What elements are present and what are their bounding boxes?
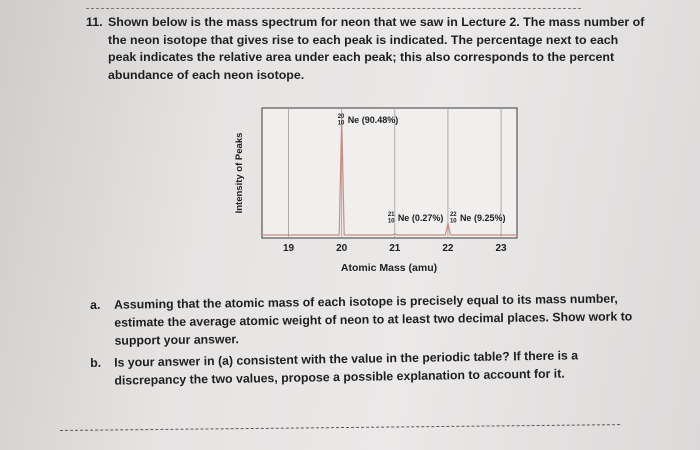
atomic-number: 10 [449,218,457,225]
part-a-letter: a. [90,297,101,312]
question-number: 11. [86,15,103,29]
part-b-letter: b. [90,355,102,370]
isotope-label: Ne (90.48%) [347,115,399,125]
x-tick-label: 22 [442,243,454,254]
atomic-number: 10 [337,120,345,127]
x-tick-label: 19 [283,243,295,254]
part-b [90,345,650,390]
bottom-dashed-rule [60,424,620,431]
isotope-label: Ne (0.27%) [397,213,444,223]
part-a [90,289,651,350]
x-tick-label: 21 [389,243,401,254]
x-axis-label: Atomic Mass (amu) [340,262,438,274]
question-11 [86,14,646,84]
y-axis-label: Intensity of Peaks [234,132,245,214]
atomic-number: 10 [387,218,395,225]
mass-number: 22 [449,212,457,218]
part-a-text: Assuming that the atomic mass of each isotope is precisely equal to its mass number, estimate the average atomic weight of neon to at least two decimal places. Show work to support your answer. [114,291,633,348]
peak-label-ne-20 [338,114,399,127]
part-b-text: Is your answer in (a) consistent with the value in the periodic table? If there is a discrepancy the two values, propose a possible explanation to account for it. [114,348,579,388]
x-tick-label: 20 [336,243,348,254]
x-tick-labels [283,243,507,254]
x-tick-label: 23 [495,243,507,254]
isotope-label: Ne (9.25%) [459,213,506,223]
mass-number: 20 [337,114,345,120]
top-dashed-rule [86,8,581,9]
neon-mass-spectrum-chart [212,100,532,285]
mass-number: 21 [387,212,395,218]
question-text: Shown below is the mass spectrum for neon that we saw in Lecture 2. The mass number of the neon isotope that gives rise to each peak is indicated. The percentage next to each peak indicates the relative area under each peak; this also corresponds to the percent abundance of each neon isotope. [108,15,645,82]
